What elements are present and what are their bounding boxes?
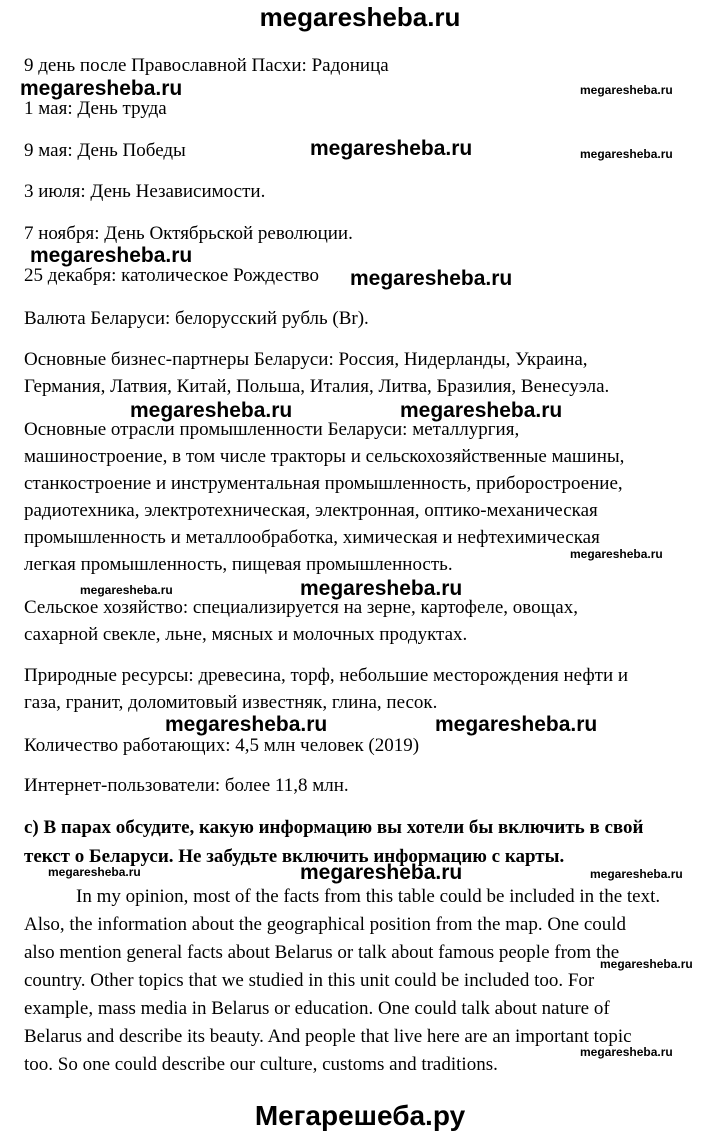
industries-line: промышленность и металлообработка, химическая и нефтехимическая: [24, 527, 600, 548]
watermark: megaresheba.ru: [130, 399, 293, 422]
internet-line: Интернет-пользователи: более 11,8 млн.: [24, 775, 349, 796]
answer-line: also mention general facts about Belarus or talk about famous people from the: [24, 942, 620, 963]
watermark: megaresheba.ru: [590, 867, 683, 881]
industries-line: станкостроение и инструментальная промышленность, приборостроение,: [24, 473, 623, 494]
watermark: megaresheba.ru: [400, 399, 563, 422]
answer-line: country. Other topics that we studied in this unit could be included too. For: [24, 970, 595, 991]
watermark: megaresheba.ru: [48, 865, 141, 879]
watermark: megaresheba.ru: [30, 244, 193, 267]
watermark: megaresheba.ru: [580, 83, 673, 97]
holiday-line: 1 мая: День труда: [24, 98, 167, 119]
watermark: megaresheba.ru: [435, 713, 598, 736]
answer-line: too. So one could describe our culture, customs and traditions.: [24, 1054, 498, 1075]
watermark: megaresheba.ru: [600, 957, 693, 971]
answer-line: Belarus and describe its beauty. And people that live here are an important topic: [24, 1026, 632, 1047]
workers-line: Количество работающих: 4,5 млн человек (2019): [24, 735, 420, 756]
holiday-line: 3 июля: День Независимости.: [24, 181, 266, 202]
industries-line: легкая промышленность, пищевая промышленность.: [24, 554, 453, 575]
task-line: текст о Беларуси. Не забудьте включить информацию с карты.: [24, 846, 565, 867]
watermark: megaresheba.ru: [570, 547, 663, 561]
watermark: megaresheba.ru: [165, 713, 328, 736]
answer-line: In my opinion, most of the facts from this table could be included in the text.: [76, 886, 661, 907]
holiday-line: 9 день после Православной Пасхи: Радоница: [24, 55, 389, 76]
resources-line: Природные ресурсы: древесина, торф, небольшие месторождения нефти и: [24, 665, 629, 686]
answer-line: Also, the information about the geographical position from the map. One could: [24, 914, 627, 935]
partners-line: Основные бизнес-партнеры Беларуси: Россия, Нидерланды, Украина,: [24, 349, 588, 370]
currency-line: Валюта Беларуси: белорусский рубль (Br).: [24, 308, 369, 329]
watermark: megaresheba.ru: [300, 861, 463, 884]
agriculture-line: сахарной свекле, льне, мясных и молочных продуктах.: [24, 624, 468, 645]
resources-line: газа, гранит, доломитовый известняк, глина, песок.: [24, 692, 438, 713]
watermark: megaresheba.ru: [350, 267, 513, 290]
watermark: megaresheba.ru: [300, 577, 463, 600]
watermark: megaresheba.ru: [80, 583, 173, 597]
holiday-line: 7 ноября: День Октябрьской революции.: [24, 223, 353, 244]
site-header: megaresheba.ru: [259, 2, 461, 32]
industries-line: Основные отрасли промышленности Беларуси: металлургия,: [24, 419, 520, 440]
holiday-line: 25 декабря: католическое Рождество: [24, 265, 319, 286]
industries-line: радиотехника, электротехническая, электронная, оптико-механическая: [24, 500, 598, 521]
task-line: с) В парах обсудите, какую информацию вы хотели бы включить в свой: [24, 817, 644, 838]
watermark: megaresheba.ru: [20, 77, 183, 100]
industries-line: машиностроение, в том числе тракторы и сельскохозяйственные машины,: [24, 446, 625, 467]
partners-line: Германия, Латвия, Китай, Польша, Италия, Литва, Бразилия, Венесуэла.: [24, 376, 610, 397]
answer-line: example, mass media in Belarus or education. One could talk about nature of: [24, 998, 610, 1019]
holiday-line: 9 мая: День Победы: [24, 140, 186, 161]
site-footer: Мегарешеба.ру: [254, 1100, 466, 1131]
watermark: megaresheba.ru: [580, 1045, 673, 1059]
watermark: megaresheba.ru: [310, 137, 473, 160]
watermark: megaresheba.ru: [580, 147, 673, 161]
agriculture-line: Сельское хозяйство: специализируется на зерне, картофеле, овощах,: [24, 597, 578, 618]
